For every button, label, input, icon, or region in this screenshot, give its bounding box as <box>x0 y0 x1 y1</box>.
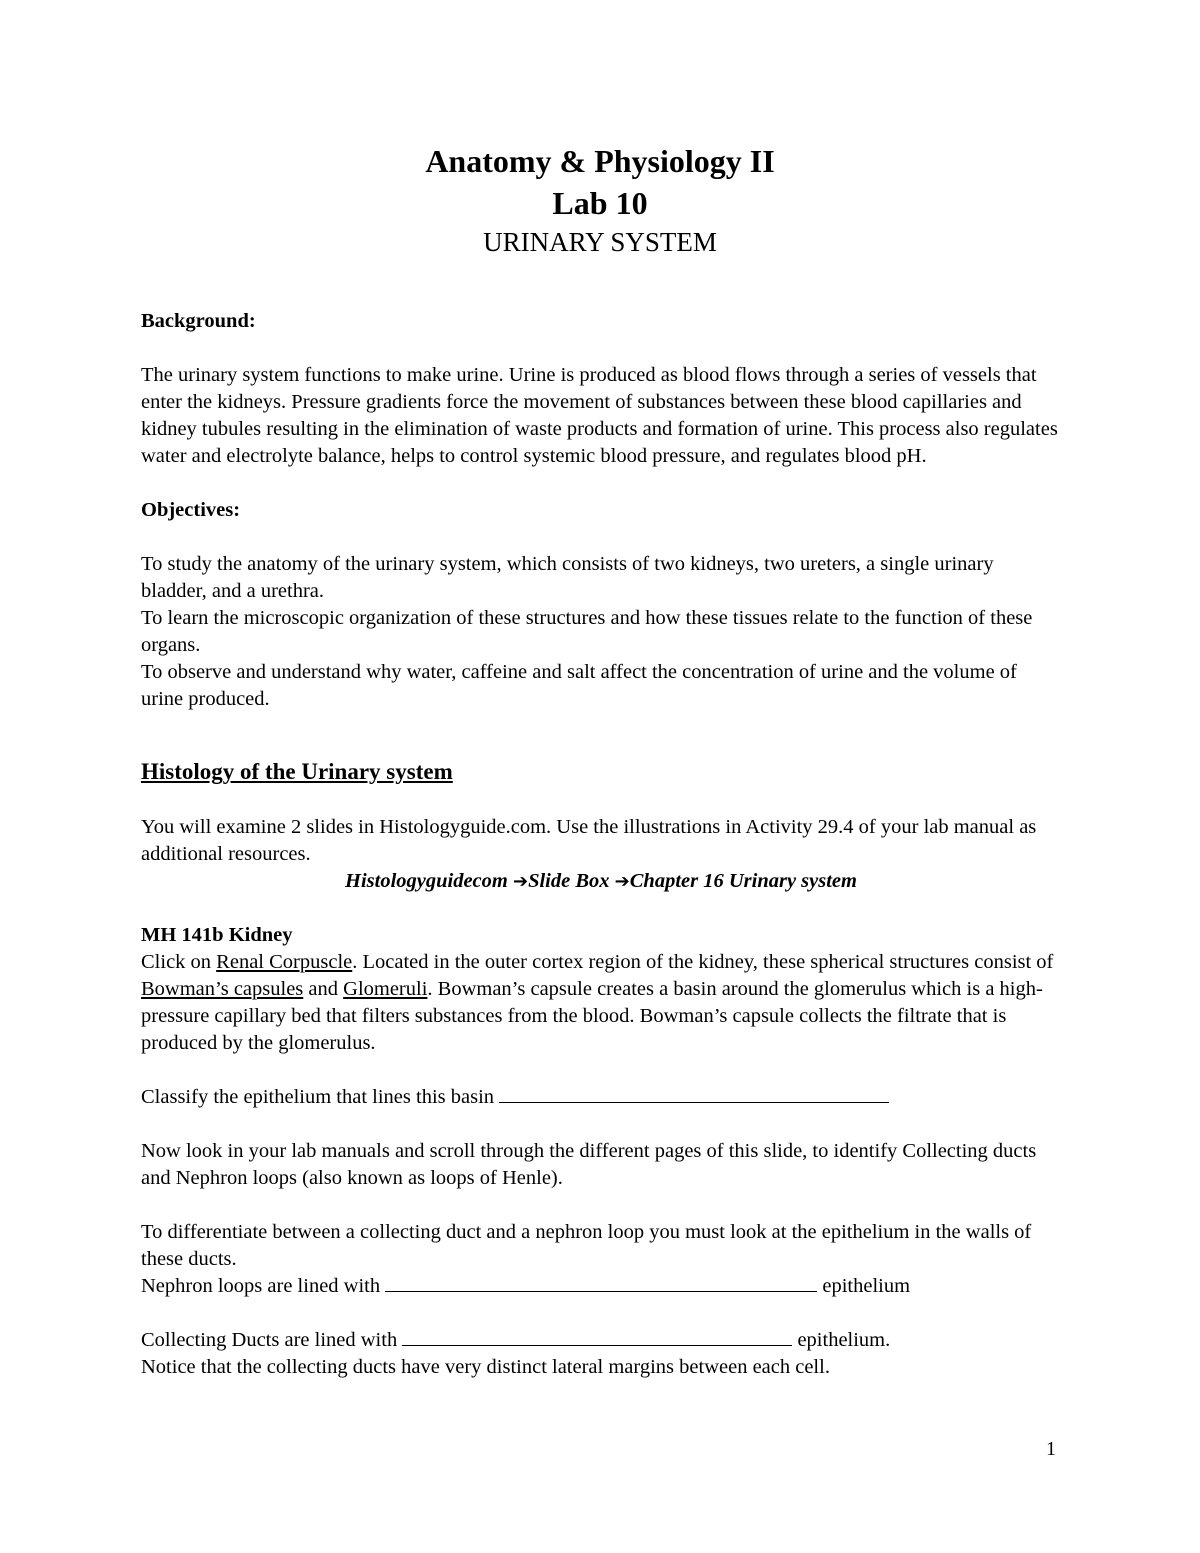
text-span: and <box>303 978 344 1000</box>
notice-text: Notice that the collecting ducts have very distinct lateral margins between each cell. <box>141 1356 830 1378</box>
glomeruli-link[interactable]: Glomeruli <box>343 978 428 1000</box>
text-span: Click on <box>141 951 217 973</box>
background-paragraph: The urinary system functions to make urine. Urine is produced as blood flows through a series of vessels that enter the kidneys. Pressure gradients force the movement of substances between these blood capillaries and kidney tubules resulting in the elimination of waste products and formation of urine. This process also regulates water and electrolyte balance, helps to control systemic blood pressure, and regulates blood pH. <box>141 364 1058 467</box>
lab-manual-paragraph: Now look in your lab manuals and scroll through the different pages of this slide, to identify Collecting ducts and Nephron loops (also known as loops of Henle). <box>141 1140 1037 1189</box>
answer-blank[interactable] <box>402 1327 792 1346</box>
kidney-slide-heading: MH 141b Kidney <box>141 924 293 946</box>
nav-path-site: Histologyguidecom <box>345 870 508 892</box>
question-text: Collecting Ducts are lined with <box>141 1329 403 1351</box>
objective-item: To observe and understand why water, caffeine and salt affect the concentration of urine and the volume of urine produced. <box>141 661 1017 710</box>
bowmans-capsules-link[interactable]: Bowman’s capsules <box>141 978 304 1000</box>
collecting-question <box>141 1327 1061 1354</box>
answer-blank[interactable] <box>385 1273 817 1292</box>
lab-number: Lab 10 <box>552 185 648 221</box>
right-arrow-icon: ➔ <box>512 871 529 892</box>
nav-path-chapter: Chapter 16 Urinary system <box>629 870 857 892</box>
question-text: Classify the epithelium that lines this basin <box>141 1086 500 1108</box>
question-suffix: epithelium <box>817 1275 911 1297</box>
nav-path-slide-box: Slide Box <box>528 870 610 892</box>
nephron-question <box>141 1273 1061 1300</box>
answer-blank[interactable] <box>499 1084 889 1103</box>
right-arrow-icon: ➔ <box>614 871 630 892</box>
objective-item: To learn the microscopic organization of these structures and how these tissues relate to the function of these organs. <box>141 607 1033 656</box>
differentiate-paragraph: To differentiate between a collecting duct and a nephron loop you must look at the epithelium in the walls of these ducts. <box>141 1221 1032 1270</box>
renal-corpuscle-link[interactable]: Renal Corpuscle <box>216 951 353 973</box>
text-span: . Located in the outer cortex region of the kidney, these spherical structures consist of <box>352 951 1054 973</box>
title-block <box>0 140 1200 260</box>
course-title: Anatomy & Physiology II <box>425 143 775 179</box>
text-span: . Bowman’s capsule creates a basin around the glomerulus which is a high-pressure capillary bed that filters substances from the blood. Bowman’s capsule collects the filtrate that is produced by the glomerulus. <box>141 978 1043 1054</box>
histology-heading: Histology of the Urinary system <box>141 759 453 784</box>
histology-intro: You will examine 2 slides in Histologyguide.com. Use the illustrations in Activity 29.4 of your lab manual as additional resources. <box>141 816 1037 865</box>
objectives-heading: Objectives: <box>141 499 241 521</box>
document-body <box>141 308 1061 1381</box>
objective-item: To study the anatomy of the urinary system, which consists of two kidneys, two ureters, a single urinary bladder, and a urethra. <box>141 553 994 602</box>
background-heading: Background: <box>141 310 256 332</box>
question-text: Nephron loops are lined with <box>141 1275 386 1297</box>
lab-topic: URINARY SYSTEM <box>483 227 717 257</box>
page-number: 1 <box>1046 1438 1056 1460</box>
navigation-path <box>141 868 1061 895</box>
classify-question <box>141 1084 1061 1111</box>
kidney-slide-paragraph <box>141 949 1061 1057</box>
question-suffix: epithelium. <box>792 1329 891 1351</box>
